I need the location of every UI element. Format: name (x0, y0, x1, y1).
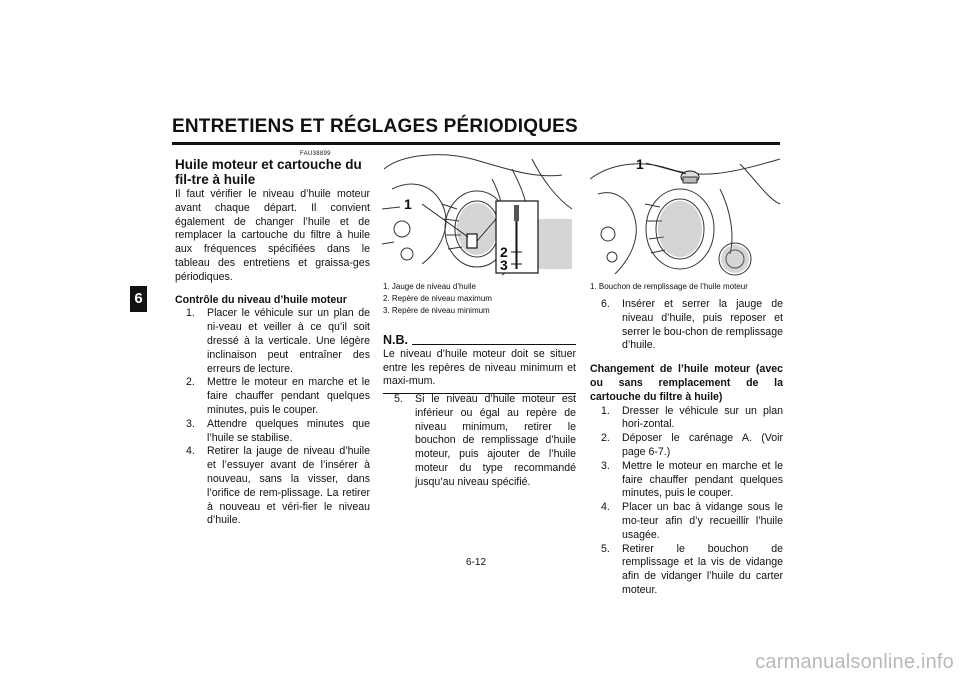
list-item: 1. Placer le véhicule sur un plan de ni-veau et veiller à ce qu’il soit dressé à la verticale. Une légère inclinaison peut entraîner des erreurs de lecture. (186, 307, 370, 375)
chapter-tab: 6 (130, 286, 147, 312)
chapter-title: ENTRETIENS ET RÉGLAGES PÉRIODIQUES (172, 116, 578, 137)
caption-1: 1. Jauge de niveau d’huile (383, 282, 476, 291)
engine-filler-cap-illustration (590, 149, 782, 276)
nb-label: N.B. (383, 333, 408, 347)
list-item: 2. Déposer le carénage A. (Voir page 6-7.) (601, 432, 783, 458)
engine-dipstick-illustration (382, 149, 576, 276)
filler-cap-figure (590, 149, 782, 276)
callout-2: 2 (500, 244, 508, 260)
list-item: 4. Placer un bac à vidange sous le mo-teur afin d’y recueillir l’huile usagée. (601, 501, 783, 541)
callout-1: 1 (636, 156, 644, 172)
list-item: 6. Insérer et serrer la jauge de niveau d’huile, puis reposer et serrer le bou-chon de remplissage d’huile. (601, 298, 783, 352)
reference-code: FAU38899 (300, 151, 331, 157)
middle-steps (383, 393, 576, 490)
callout-3: 3 (500, 257, 508, 273)
figure-captions (383, 281, 577, 317)
dipstick-figure (382, 149, 576, 276)
callout-1: 1 (404, 196, 412, 212)
change-steps-list (590, 405, 783, 598)
intro-paragraph: Il faut vérifier le niveau d’huile moteur avant chaque départ. Il convient également de changer l’huile et de remplacer la cartouche du filtre à huile aux fréquences spécifiées dans le tableau des entretiens et graissa-ges périodiques. (175, 188, 370, 283)
nb-rule-top (412, 344, 576, 345)
caption-1: 1. Bouchon de remplissage de l’huile moteur (590, 282, 748, 291)
list-item: 5. Retirer le bouchon de remplissage et la vis de vidange afin de vidanger l’huile du carter moteur. (601, 542, 783, 596)
page-number: 6-12 (466, 557, 487, 568)
list-item: 2. Mettre le moteur en marche et le faire chauffer pendant quelques minutes, puis le couper. (186, 376, 370, 416)
check-steps-list (175, 307, 370, 528)
change-heading: Changement de l’huile moteur (avec ou sans remplacement de la cartouche du filtre à huile) (590, 363, 783, 403)
list-item: 1. Dresser le véhicule sur un plan hori-zontal. (601, 404, 783, 431)
figure-caption-right (590, 281, 782, 293)
list-item: 3. Attendre quelques minutes que l’huile se stabilise. (186, 417, 370, 444)
caption-2: 2. Repère de niveau maximum (383, 294, 492, 303)
right-column (590, 298, 783, 598)
check-heading: Contrôle du niveau d’huile moteur (175, 293, 347, 306)
section-title: Huile moteur et cartouche du fil-tre à huile (175, 157, 362, 187)
list-item: 3. Mettre le moteur en marche et le faire chauffer pendant quelques minutes, puis le couper. (601, 459, 783, 500)
list-item: 5. Si le niveau d’huile moteur est inférieur ou égal au repère de niveau minimum, retirer le bouchon de remplissage d’huile moteur, puis ajouter de l’huile moteur du type recommandé jusqu’au niveau spécifié. (394, 393, 576, 488)
nb-note (383, 334, 576, 394)
nb-text: Le niveau d’huile moteur doit se situer entre les repères de niveau minimum et maxi-mum. (383, 347, 576, 388)
header-rule (172, 142, 780, 145)
left-column (175, 188, 370, 528)
watermark: carmanualsonline.info (755, 651, 954, 673)
caption-3: 3. Repère de niveau minimum (383, 306, 490, 315)
list-item: 4. Retirer la jauge de niveau d’huile et l’essuyer avant de l’insérer à nouveau, sans la visser, dans l’orifice de rem-plissage. La retirer à nouveau et véri-fier le niveau d’huile. (186, 445, 370, 527)
